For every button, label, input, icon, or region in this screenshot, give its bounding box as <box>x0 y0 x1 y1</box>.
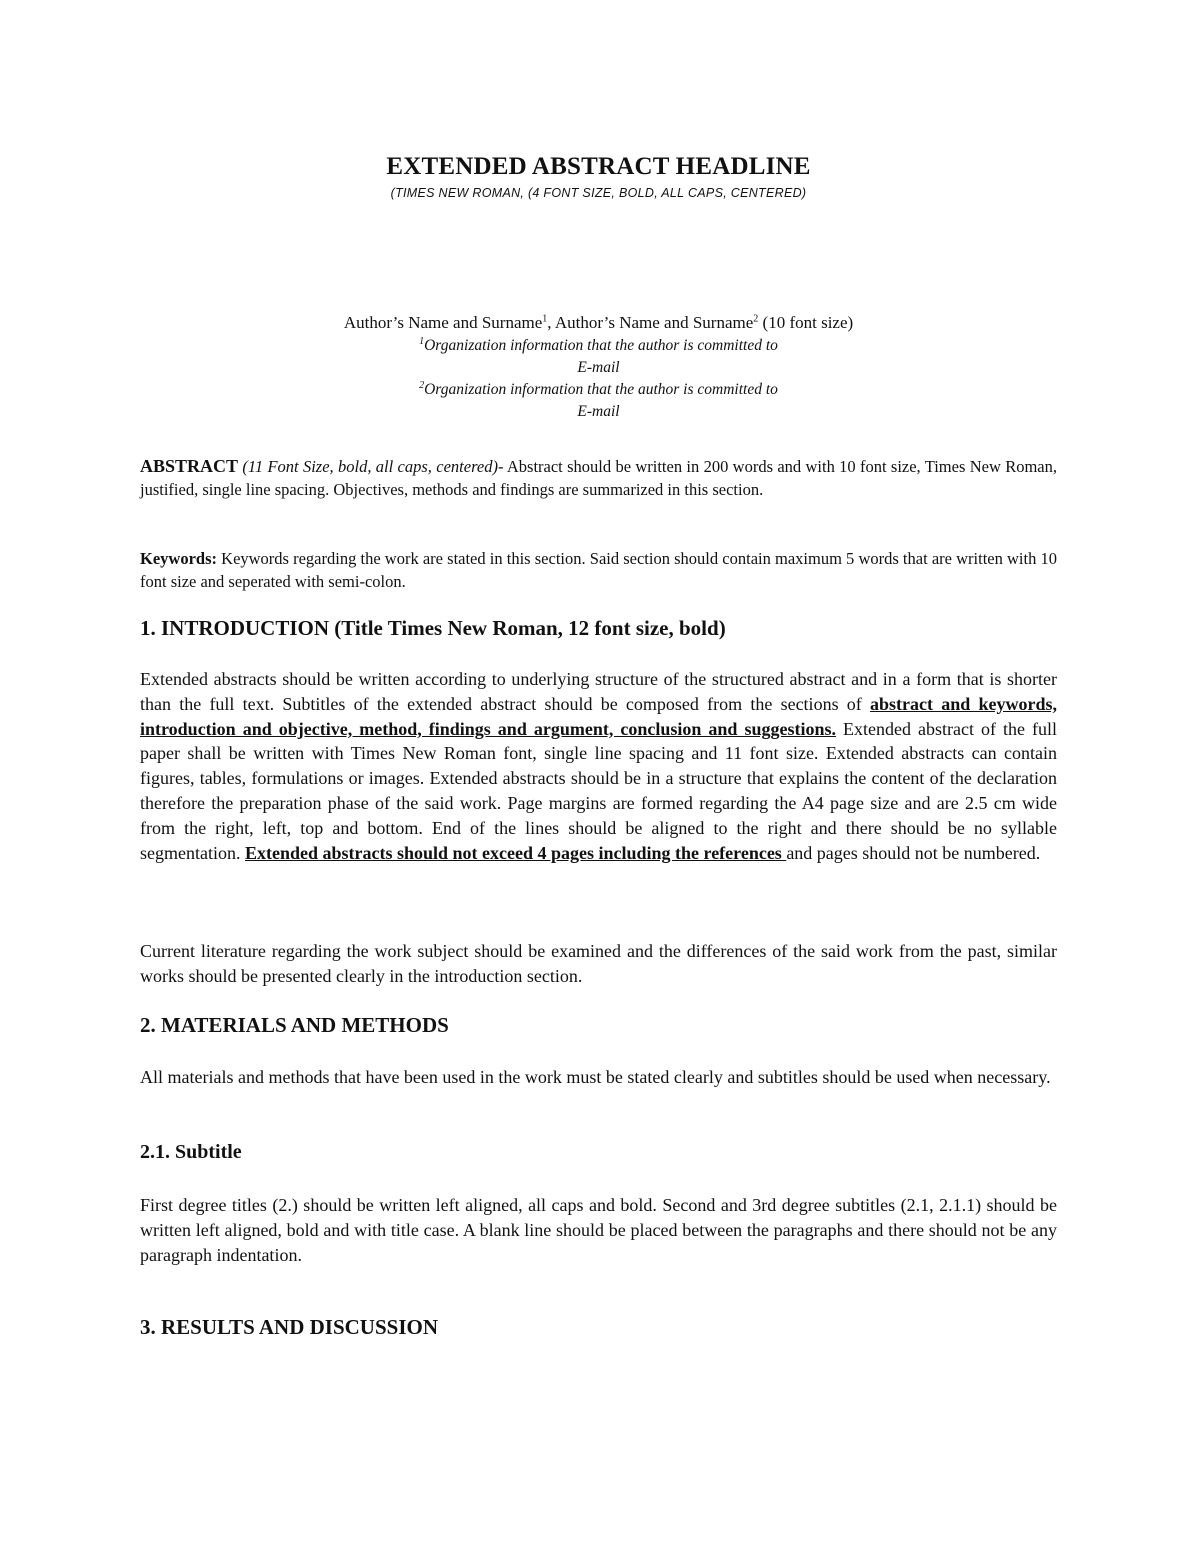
affiliation-1-org: Organization information that the author is committed to <box>424 337 778 354</box>
affiliation-2-org: Organization information that the author is committed to <box>424 381 778 398</box>
keywords-block <box>140 547 1057 593</box>
subtitle-paragraph: First degree titles (2.) should be written left aligned, all caps and bold. Second and 3rd degree subtitles (2.1, 2.1.1) should be written left aligned, bold and with title case. A blank line should be placed between the paragraphs and there should not be any paragraph indentation. <box>140 1195 1057 1265</box>
abstract-label: ABSTRACT <box>140 456 239 476</box>
introduction-paragraph-1 <box>140 667 1057 865</box>
keywords-label: Keywords: <box>140 549 217 568</box>
authors-line <box>140 311 1057 335</box>
affiliation-1 <box>140 335 1057 357</box>
document-title: EXTENDED ABSTRACT HEADLINE <box>386 153 811 180</box>
author-1-superscript: 1 <box>542 313 548 325</box>
abstract-text: - Abstract should be written in 200 words and with 10 font size, Times New Roman, justified, single line spacing. Objectives, methods and findings are summarized in this section. <box>140 457 1057 499</box>
affiliation-1-email: E-mail <box>577 359 620 376</box>
author-2-superscript: 2 <box>753 313 759 325</box>
section-heading-methods: 2. MATERIALS AND METHODS <box>140 1013 449 1037</box>
author-block <box>140 311 1057 423</box>
abstract-block <box>140 455 1057 501</box>
intro-emphasis-page-limit: Extended abstracts should not exceed 4 pages including the references <box>244 842 787 863</box>
abstract-format-note: (11 Font Size, bold, all caps, centered) <box>242 457 498 476</box>
introduction-paragraph-2: Current literature regarding the work subject should be examined and the differences of the said work from the past, similar works should be presented clearly in the introduction section. <box>140 941 1057 986</box>
abstract-paragraph <box>140 455 1057 501</box>
title-format-note: (TIMES NEW ROMAN, (4 FONT SIZE, BOLD, ALL CAPS, CENTERED) <box>390 186 807 200</box>
subsection-heading-subtitle: 2.1. Subtitle <box>140 1141 242 1163</box>
section-heading-introduction: 1. INTRODUCTION (Title Times New Roman, 12 font size, bold) <box>140 616 726 640</box>
affiliation-2-superscript: 2 <box>419 379 425 391</box>
author-size-note: (10 font size) <box>758 313 854 332</box>
author-separator: , <box>547 313 555 332</box>
intro-text-c: Extended abstract of the full paper shall be written with Times New Roman font, single line spacing and 11 font size. Extended abstracts can contain figures, tables, formulations or images. Extended abstracts should be in a structure that explains the content of the declaration therefore the preparation phase of the said work. Page margins are formed regarding the A4 page size and are 2.5 cm wide from the right, left, top and bottom. End of the lines should be aligned to the right and there should be no syllable segmentation. <box>140 718 1057 863</box>
author-1-name: Author’s Name and Surname <box>343 313 543 332</box>
keywords-paragraph <box>140 547 1057 593</box>
affiliation-2 <box>140 379 1057 401</box>
intro-text-e: and pages should not be numbered. <box>786 842 1041 863</box>
intro-text-a: Extended abstracts should be written according to underlying structure of the structured abstract and in a form that is shorter than the full text. Subtitles of the extended abstract should be composed from the sections of <box>140 669 1057 714</box>
section-heading-results: 3. RESULTS AND DISCUSSION <box>140 1315 438 1339</box>
affiliation-2-email: E-mail <box>577 403 620 420</box>
keywords-text: Keywords regarding the work are stated in this section. Said section should contain maximum 5 words that are written with 10 font size and seperated with semi-colon. <box>140 549 1057 591</box>
methods-paragraph: All materials and methods that have been used in the work must be stated clearly and subtitles should be used when necessary. <box>140 1067 1051 1087</box>
title-block <box>140 150 1057 200</box>
intro-emphasis-sections: abstract and keywords, introduction and objective, method, findings and argument, conclusion and suggestions. <box>140 693 1057 739</box>
author-2-name: Author’s Name and Surname <box>554 313 754 332</box>
affiliation-1-superscript: 1 <box>419 335 425 347</box>
